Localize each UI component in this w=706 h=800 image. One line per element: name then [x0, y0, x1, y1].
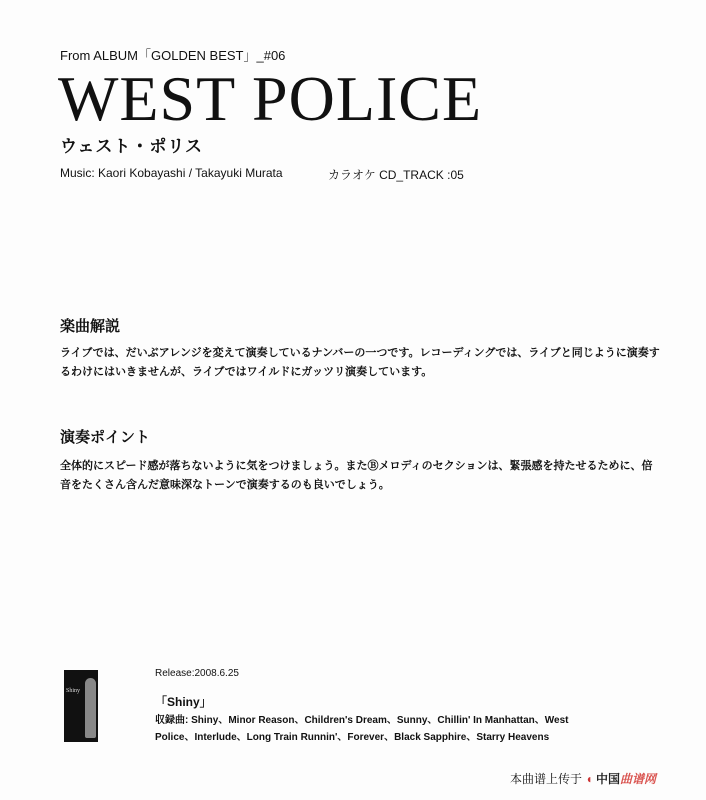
- album-name: 「Shiny」: [155, 695, 212, 709]
- karaoke-track: カラオケ CD_TRACK :05: [328, 168, 464, 182]
- track-list: 収録曲: Shiny、Minor Reason、Children's Dream、Sunny、Chillin' In Manhattan、West Police、Interlude、Long Train Runnin'、Forever、Black Sapphire、Starry Heavens: [155, 715, 569, 743]
- music-credit: Music: Kaori Kobayashi / Takayuki Murata: [60, 166, 283, 180]
- release-date: Release:2008.6.25: [155, 668, 239, 679]
- album-cover-text: Shiny: [66, 688, 81, 694]
- cover-figure: [85, 678, 96, 738]
- upload-footer: [510, 770, 656, 787]
- section-body-performance-points: 全体的にスピード感が落ちないように気をつけましょう。またⒷメロディのセクションは、緊張感を持たせるために、倍音をたくさん含んだ意味深なトーンで演奏するのも良いでしょう。: [60, 460, 653, 491]
- song-title-kana: ウェスト・ポリス: [60, 137, 203, 156]
- footer-text: 本曲谱上传于: [510, 772, 583, 786]
- site-logo: ◖ 中国曲谱网: [585, 772, 656, 786]
- section-heading-performance-points: 演奏ポイント: [60, 429, 151, 446]
- section-body-commentary: ライブでは、だいぶアレンジを変えて演奏しているナンバーの一つです。レコーディングでは、ライブと同じように演奏するわけにはいきませんが、ライブではワイルドにガッツリ演奏しています。: [60, 347, 660, 378]
- song-title: WEST POLICE: [58, 63, 483, 134]
- section-heading-commentary: 楽曲解説: [60, 318, 121, 335]
- logo-sub: 曲谱网: [619, 772, 656, 786]
- logo-main: 中国: [595, 772, 620, 786]
- album-cover-image: [64, 670, 98, 742]
- album-source: From ALBUM「GOLDEN BEST」_#06: [60, 48, 286, 63]
